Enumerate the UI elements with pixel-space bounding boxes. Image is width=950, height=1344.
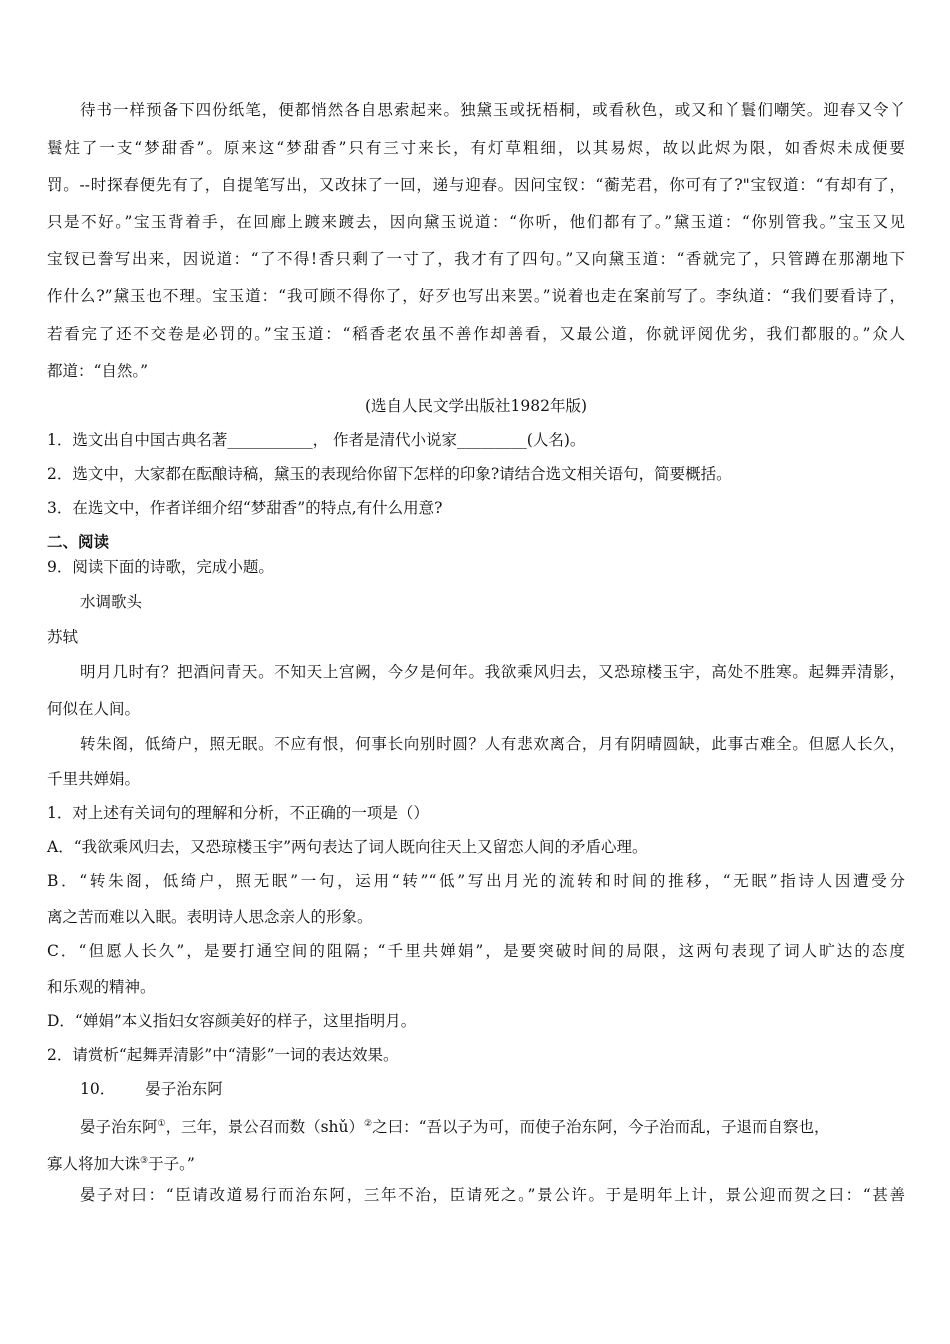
footnote-marker: ②: [364, 1119, 373, 1129]
question-9: 9．阅读下面的诗歌，完成小题。: [47, 558, 274, 576]
text-line: 作什么?”黛玉也不理。宝玉道：“我可顾不得你了，好歹也写出来罢。”说着也走在案前写了。李纨道：“我们要看诗了，: [47, 287, 905, 305]
source-note: (选自人民文学出版社1982年版): [364, 397, 588, 415]
poem-line: 千里共婵娟。: [47, 770, 141, 788]
poem-line: 何似在人间。: [47, 700, 141, 718]
section-heading: 二、阅读: [47, 532, 110, 551]
option-a: A．“我欲乘风归去，又恐琼楼玉宇”两句表达了词人既向往天上又留恋人间的矛盾心理。: [47, 838, 648, 856]
poem-line: 转朱阁，低绮户，照无眠。不应有恨，何事长向别时圆？人有悲欢离合，月有阴晴圆缺，此事古难全。但愿人长久，: [80, 735, 905, 753]
q10-number: 10．: [80, 1080, 116, 1098]
question-2: 2．选文中，大家都在酝酿诗稿，黛玉的表现给你留下怎样的印象?请结合选文相关语句，简要概括。: [47, 465, 732, 483]
text-line: 若看完了还不交卷是必罚的。”宝玉道：“稻香老农虽不善作却善看，又最公道，你就评阅优劣，我们都服的。”众人: [47, 325, 905, 343]
sub-question-2: 2．请赏析“起舞弄清影”中“清影”一词的表达效果。: [47, 1046, 399, 1064]
text-line: 待书一样预备下四份纸笔，便都悄然各自思索起来。独黛玉或抚梧桐，或看秋色，或又和丫鬟们嘲笑。迎春又令丫: [80, 101, 905, 119]
text-line: 宝钗已誊写出来，因说道：“了不得!香只剩了一寸了，我才有了四句。”又向黛玉道：“香就完了，只管蹲在那潮地下: [47, 250, 905, 268]
sub-question-1: 1．对上述有关词句的理解和分析，不正确的一项是（）: [47, 804, 429, 822]
q10-heading: [80, 1079, 905, 1099]
q10-title: 晏子治东阿: [145, 1080, 223, 1098]
q10-text-line: 寡人将加大诛③于子。”: [47, 1155, 195, 1174]
option-b: B．“转朱阁，低绮户，照无眠”一句，运用“转”“低”写出月光的流转和时间的推移，“无眠”指诗人因遭受分: [47, 872, 905, 890]
text-line: 鬟炷了一支“梦甜香”。原来这“梦甜香”只有三寸来长，有灯草粗细，以其易烬，故以此烬为限，如香烬未成便要: [47, 139, 905, 157]
footnote-marker: ①: [157, 1119, 166, 1129]
text-line: 都道：“自然。”: [47, 362, 149, 380]
text-line: 只是不好。”宝玉背着手，在回廊上踱来踱去，因向黛玉说道：“你听，他们都有了。”黛玉道：“你别管我。”宝玉又见: [47, 213, 905, 231]
option-d: D．“婵娟”本义指妇女容颜美好的样子，这里指明月。: [47, 1012, 417, 1030]
question-3: 3．在选文中，作者详细介绍“梦甜香”的特点,有什么用意?: [47, 499, 443, 517]
question-1: 1．选文出自中国古典名著___________， 作者是清代小说家_________(人名)。: [47, 431, 586, 449]
footnote-marker: ③: [140, 1156, 149, 1166]
option-b-cont: 离之苦而难以入眠。表明诗人思念亲人的形象。: [47, 908, 373, 926]
option-c-cont: 和乐观的精神。: [47, 978, 156, 996]
option-c: C．“但愿人长久”，是要打通空间的阻隔；“千里共婵娟”，是要突破时间的局限，这两句表现了词人旷达的态度: [47, 942, 905, 960]
poem-title: 水调歌头: [80, 593, 143, 611]
poem-author: 苏轼: [47, 628, 79, 646]
text-line: 罚。--时探春便先有了，自提笔写出，又改抹了一回，递与迎春。因问宝钗：“蘅芜君，你可有了?"宝钗道：“有却有了，: [47, 176, 905, 194]
q10-text-line: 晏子治东阿①，三年，景公召而数（shǔ）②之曰：“吾以子为可，而使子治东阿，今子治而乱，子退而自察也，: [80, 1118, 830, 1137]
poem-line: 明月几时有？把酒问青天。不知天上宫阙，今夕是何年。我欲乘风归去，又恐琼楼玉宇，高处不胜寒。起舞弄清影，: [80, 663, 905, 681]
q10-text-line: 晏子对曰：“臣请改道易行而治东阿，三年不治，臣请死之。”景公许。于是明年上计，景公迎而贺之曰：“甚善: [80, 1186, 905, 1204]
